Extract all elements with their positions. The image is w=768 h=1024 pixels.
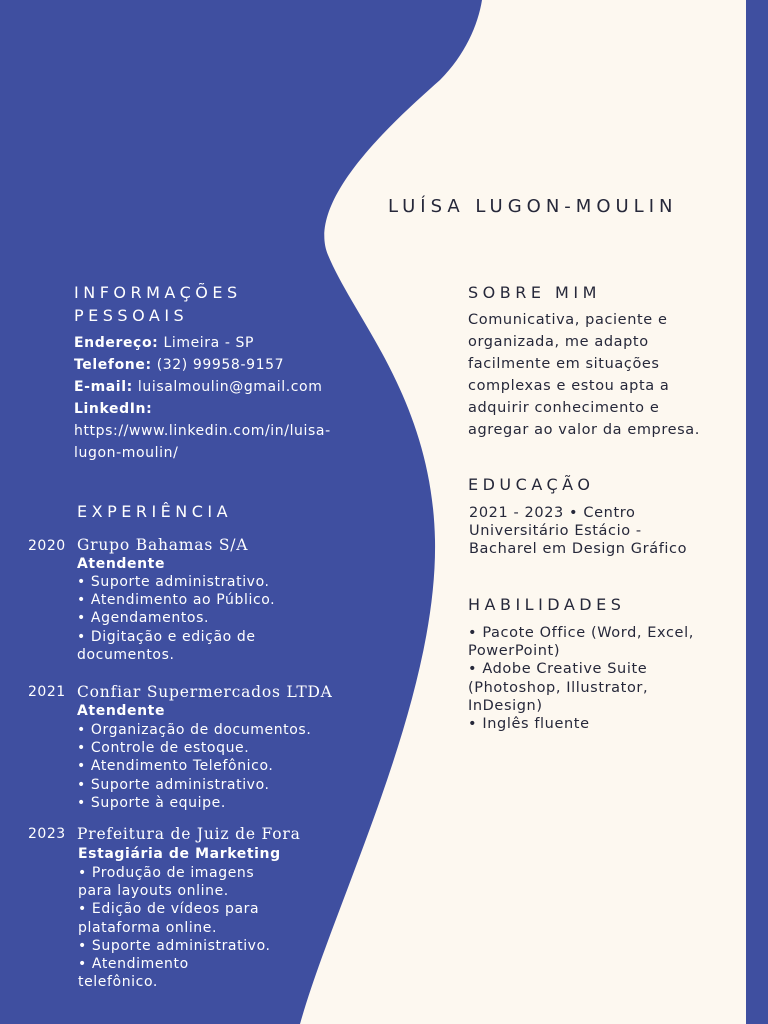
job-year: 2023 [28, 826, 66, 842]
skill-line: • Inglês fluente [468, 716, 590, 733]
job-duties [78, 864, 271, 991]
phone-row [74, 354, 331, 376]
duty-line: plataforma online. [78, 919, 218, 936]
job-company: Grupo Bahamas S/A [77, 536, 249, 554]
email-value[interactable]: luisalmoulin@gmail.com [137, 379, 323, 395]
education-line: 2021 - 2023 • Centro [469, 505, 636, 521]
skill-line: • Pacote Office (Word, Excel, [468, 625, 694, 641]
duty-line: • Suporte administrativo. [77, 776, 270, 793]
education-line: Bacharel em Design Gráfico [469, 541, 688, 558]
duty-line: • Suporte administrativo. [78, 937, 271, 954]
about-line: Comunicativa, paciente e [468, 312, 668, 328]
skills-text [468, 624, 694, 733]
personal-heading-line2: PESSOAIS [74, 306, 189, 325]
job-company: Confiar Supermercados LTDA [77, 683, 333, 701]
about-heading: SOBRE MIM [468, 283, 601, 302]
duty-line: • Digitação e edição de [77, 628, 256, 645]
duty-line: para layouts online. [78, 883, 229, 900]
duty-line: • Atendimento ao Público. [77, 592, 276, 609]
job-year: 2021 [28, 684, 66, 700]
skill-line: (Photoshop, Illustrator, [468, 679, 649, 696]
about-text [468, 309, 700, 441]
duty-line: • Organização de documentos. [77, 722, 312, 738]
email-label: E-mail: [74, 379, 133, 395]
skill-line: PowerPoint) [468, 643, 561, 660]
duty-line: • Atendimento Telefônico. [77, 758, 274, 775]
about-line: organizada, me adapto [468, 334, 649, 350]
personal-heading-line1: INFORMAÇÕES [74, 283, 242, 302]
job-role: Atendente [77, 556, 166, 572]
duty-line: • Controle de estoque. [77, 740, 250, 757]
phone-value: (32) 99958-9157 [156, 357, 285, 373]
skills-heading: HABILIDADES [468, 595, 626, 614]
about-line: agregar ao valor da empresa. [468, 422, 700, 438]
about-line: facilmente em situações [468, 356, 660, 372]
duty-line: telefônico. [78, 974, 158, 991]
job-duties [77, 721, 311, 812]
education-heading: EDUCAÇÃO [468, 475, 595, 494]
duty-line: • Suporte administrativo. [77, 574, 270, 590]
job-year: 2020 [28, 538, 66, 554]
education-text [469, 504, 687, 559]
job-duties [77, 573, 275, 664]
email-row [74, 376, 331, 398]
address-label: Endereço: [74, 335, 159, 351]
duty-line: • Atendimento [78, 956, 189, 973]
duty-line: • Agendamentos. [77, 610, 210, 627]
about-line: complexas e estou apta a [468, 378, 670, 394]
job-role: Estagiária de Marketing [78, 846, 281, 862]
phone-label: Telefone: [74, 357, 152, 373]
job-company: Prefeitura de Juiz de Fora [77, 825, 301, 843]
about-line: adquirir conhecimento e [468, 400, 660, 416]
duty-line: documentos. [77, 646, 175, 663]
duty-line: • Suporte à equipe. [77, 794, 226, 811]
linkedin-label: LinkedIn: [74, 401, 153, 417]
duty-line: • Edição de vídeos para [78, 901, 260, 918]
linkedin-url-line1[interactable]: https://www.linkedin.com/in/luisa- [74, 423, 331, 439]
skill-line: InDesign) [468, 697, 543, 714]
experience-heading: EXPERIÊNCIA [77, 502, 233, 521]
personal-info-block [74, 332, 331, 464]
education-line: Universitário Estácio - [469, 523, 642, 540]
duty-line: • Produção de imagens [78, 865, 255, 881]
candidate-name: LUÍSA LUGON-MOULIN [388, 196, 678, 217]
job-role: Atendente [77, 703, 166, 719]
linkedin-url-line2[interactable]: lugon-moulin/ [74, 445, 179, 461]
address-value: Limeira - SP [163, 335, 255, 351]
address-row [74, 332, 331, 354]
skill-line: • Adobe Creative Suite [468, 661, 648, 678]
personal-info-heading [74, 281, 242, 327]
